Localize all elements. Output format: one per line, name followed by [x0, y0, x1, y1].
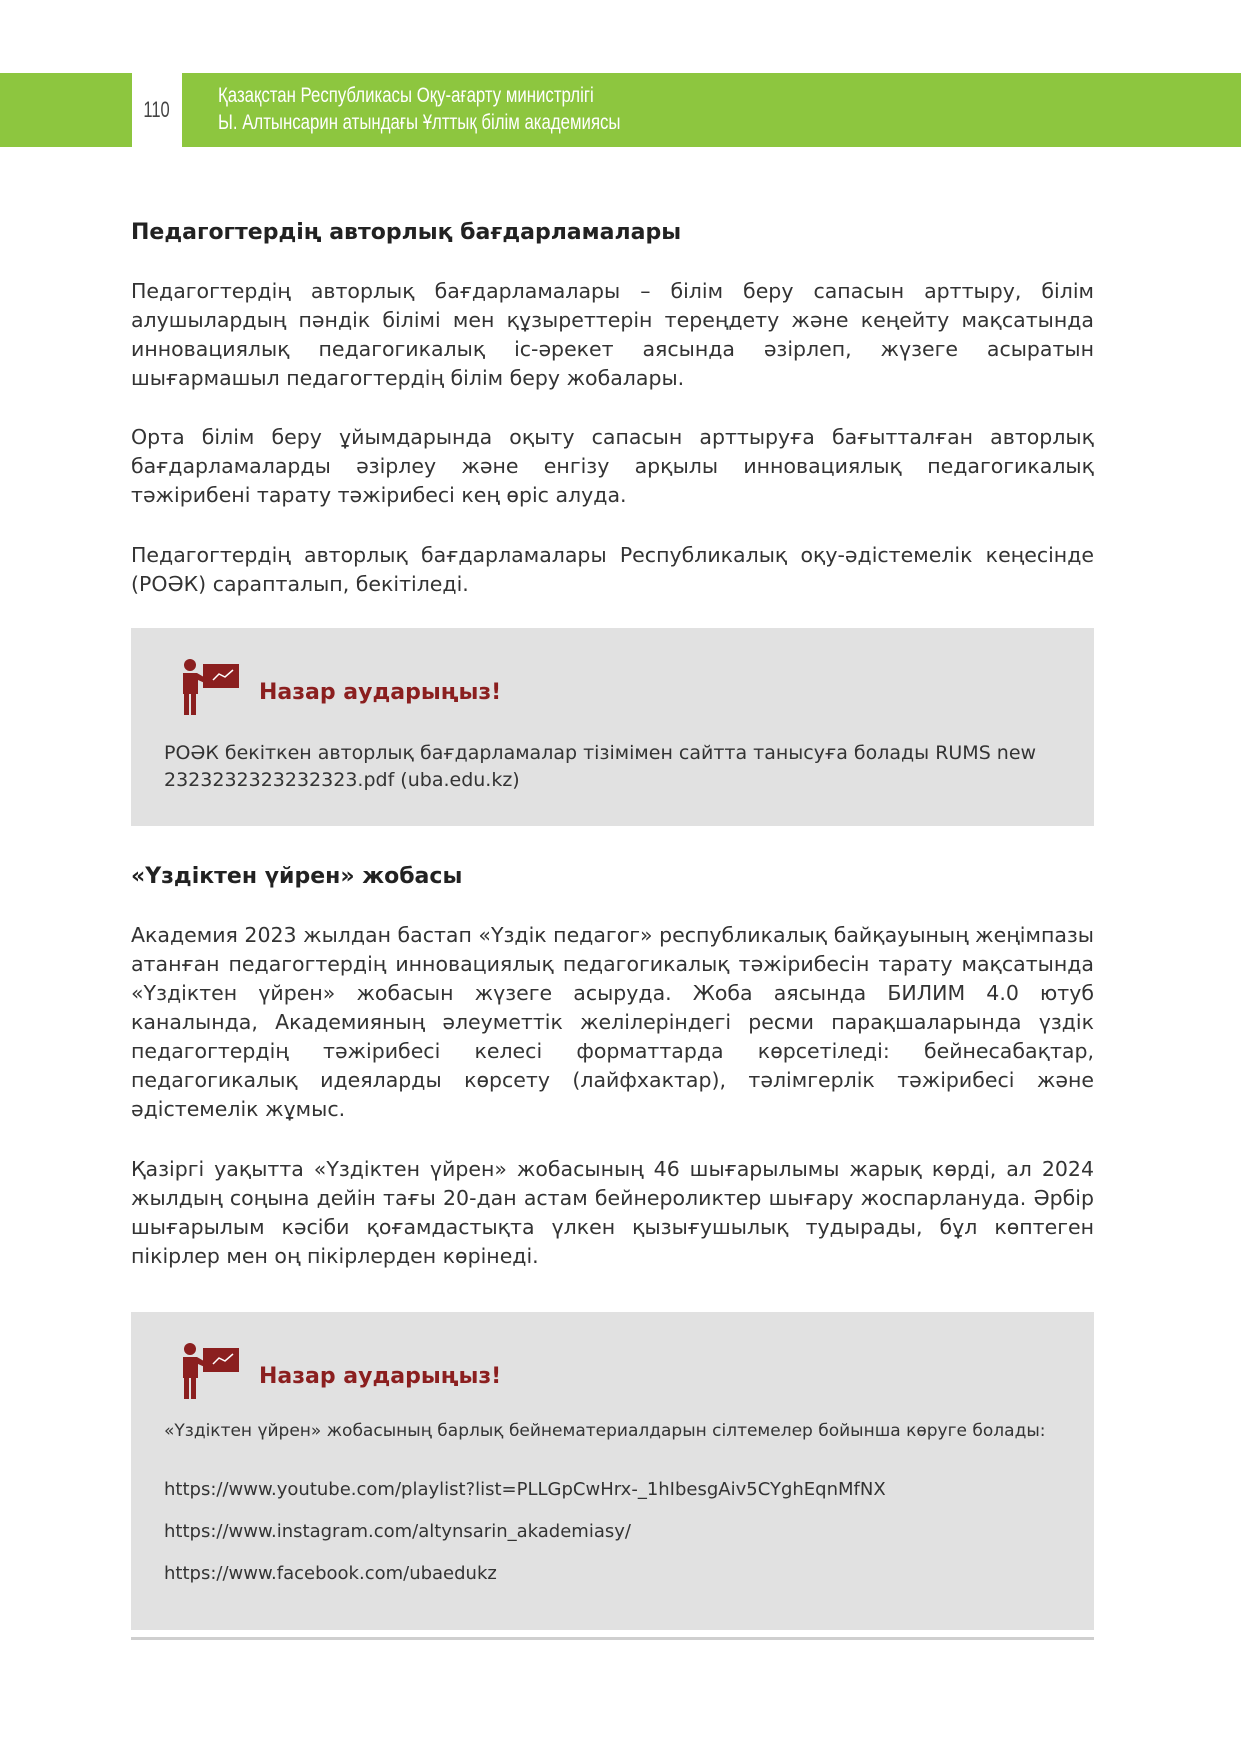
header-academy: Ы. Алтынсарин атындағы Ұлттық білім академиясы: [218, 111, 621, 134]
attention-note-1-title: Назар аударыңыз!: [259, 679, 502, 705]
section-1-title: Педагогтердің авторлық бағдарламалары: [131, 220, 682, 245]
attention-note-2-head: [179, 1342, 501, 1400]
section-2-paragraph-2: Қазіргі уақытта «Үздіктен үйрен» жобасының 46 шығарылымы жарық көрді, ал 2024 жылдың соңына дейін тағы 20-дан астам бейнероликтер шығару жоспарлануда. Әрбір шығарылым кәсіби қоғамдастықта үлкен қызығушылық тудырады, бұл көптеген пікірлер мен оң пікірлерден көрінеді.: [131, 1157, 1094, 1268]
attention-note-1-head: [179, 658, 501, 716]
section-1-paragraph-1: Педагогтердің авторлық бағдарламалары – білім беру сапасын арттыру, білім алушылардың пәндік білімі мен құзыреттерін тереңдету және кеңейту мақсатында инновациялық педагогикалық іс-әрекет аясында әзірлеп, жүзеге асыратын шығармашыл педагогтердің білім беру жобалары.: [131, 279, 1094, 390]
section-2-p2-wrap: [131, 1155, 1094, 1271]
teacher-board-icon: [179, 1342, 241, 1400]
section-1-title-wrap: [131, 218, 1094, 248]
section-1-paragraph-2: Орта білім беру ұйымдарында оқыту сапасын арттыруға бағытталған авторлық бағдарламаларды әзірлеу және енгізу арқылы инновациялық педагогикалық тәжірибені тарату тәжірибесі кең өріс алуда.: [131, 425, 1094, 507]
section-2-paragraph-1: Академия 2023 жылдан бастап «Үздік педагог» республикалық байқауының жеңімпазы атанған педагогтердің инновациялық педагогикалық тәжірибесін тарату мақсатында «Үздіктен үйрен» жобасын жүзеге асыруда. Жоба аясында БИЛИМ 4.0 ютуб каналында, Академияның әлеуметтік желілеріндегі ресми парақшаларында үздік педагогтердің тәжірибесі келесі форматтарда көрсетіледі: бейнесабақтар, педагогикалық идеяларды көрсету (лайфхактар), тәлімгерлік тәжірибесі және әдістемелік жұмыс.: [131, 923, 1094, 1121]
section-2-p1-wrap: [131, 921, 1094, 1124]
attention-note-2: [131, 1312, 1094, 1630]
section-1-p3-wrap: [131, 541, 1094, 599]
page-number-box: [132, 73, 182, 147]
bottom-divider: [131, 1637, 1094, 1640]
section-1-paragraph-3: Педагогтердің авторлық бағдарламалары Республикалық оқу-әдістемелік кеңесінде (РОӘК) сарапталып, бекітіледі.: [131, 543, 1094, 596]
attention-note-1-text: РОӘК бекіткен авторлық бағдарламалар тізімімен сайтта танысуға болады RUMS new 2323232323232323.pdf (uba.edu.kz): [164, 742, 1037, 791]
youtube-link[interactable]: https://www.youtube.com/playlist?list=PLLGpCwHrx-_1hIbesgAiv5CYghEqnMfNX: [164, 1479, 886, 1500]
header-text: [218, 82, 621, 136]
attention-note-2-text: «Үздіктен үйрен» жобасының барлық бейнематериалдарын сілтемелер бойынша көруге болады:: [164, 1421, 1046, 1441]
header-ministry: Қазақстан Республикасы Оқу-ағарту министрлігі: [218, 84, 594, 107]
facebook-link[interactable]: https://www.facebook.com/ubaedukz: [164, 1563, 497, 1584]
page-number: 110: [143, 97, 171, 122]
section-1-p1-wrap: [131, 277, 1094, 393]
teacher-board-icon: [179, 658, 241, 716]
section-2-title: «Үздіктен үйрен» жобасы: [131, 864, 463, 889]
attention-note-1: [131, 628, 1094, 826]
instagram-link[interactable]: https://www.instagram.com/altynsarin_akademiasy/: [164, 1521, 631, 1542]
section-1-p2-wrap: [131, 423, 1094, 510]
section-2-title-wrap: [131, 862, 1094, 892]
attention-note-2-title: Назар аударыңыз!: [259, 1363, 502, 1389]
